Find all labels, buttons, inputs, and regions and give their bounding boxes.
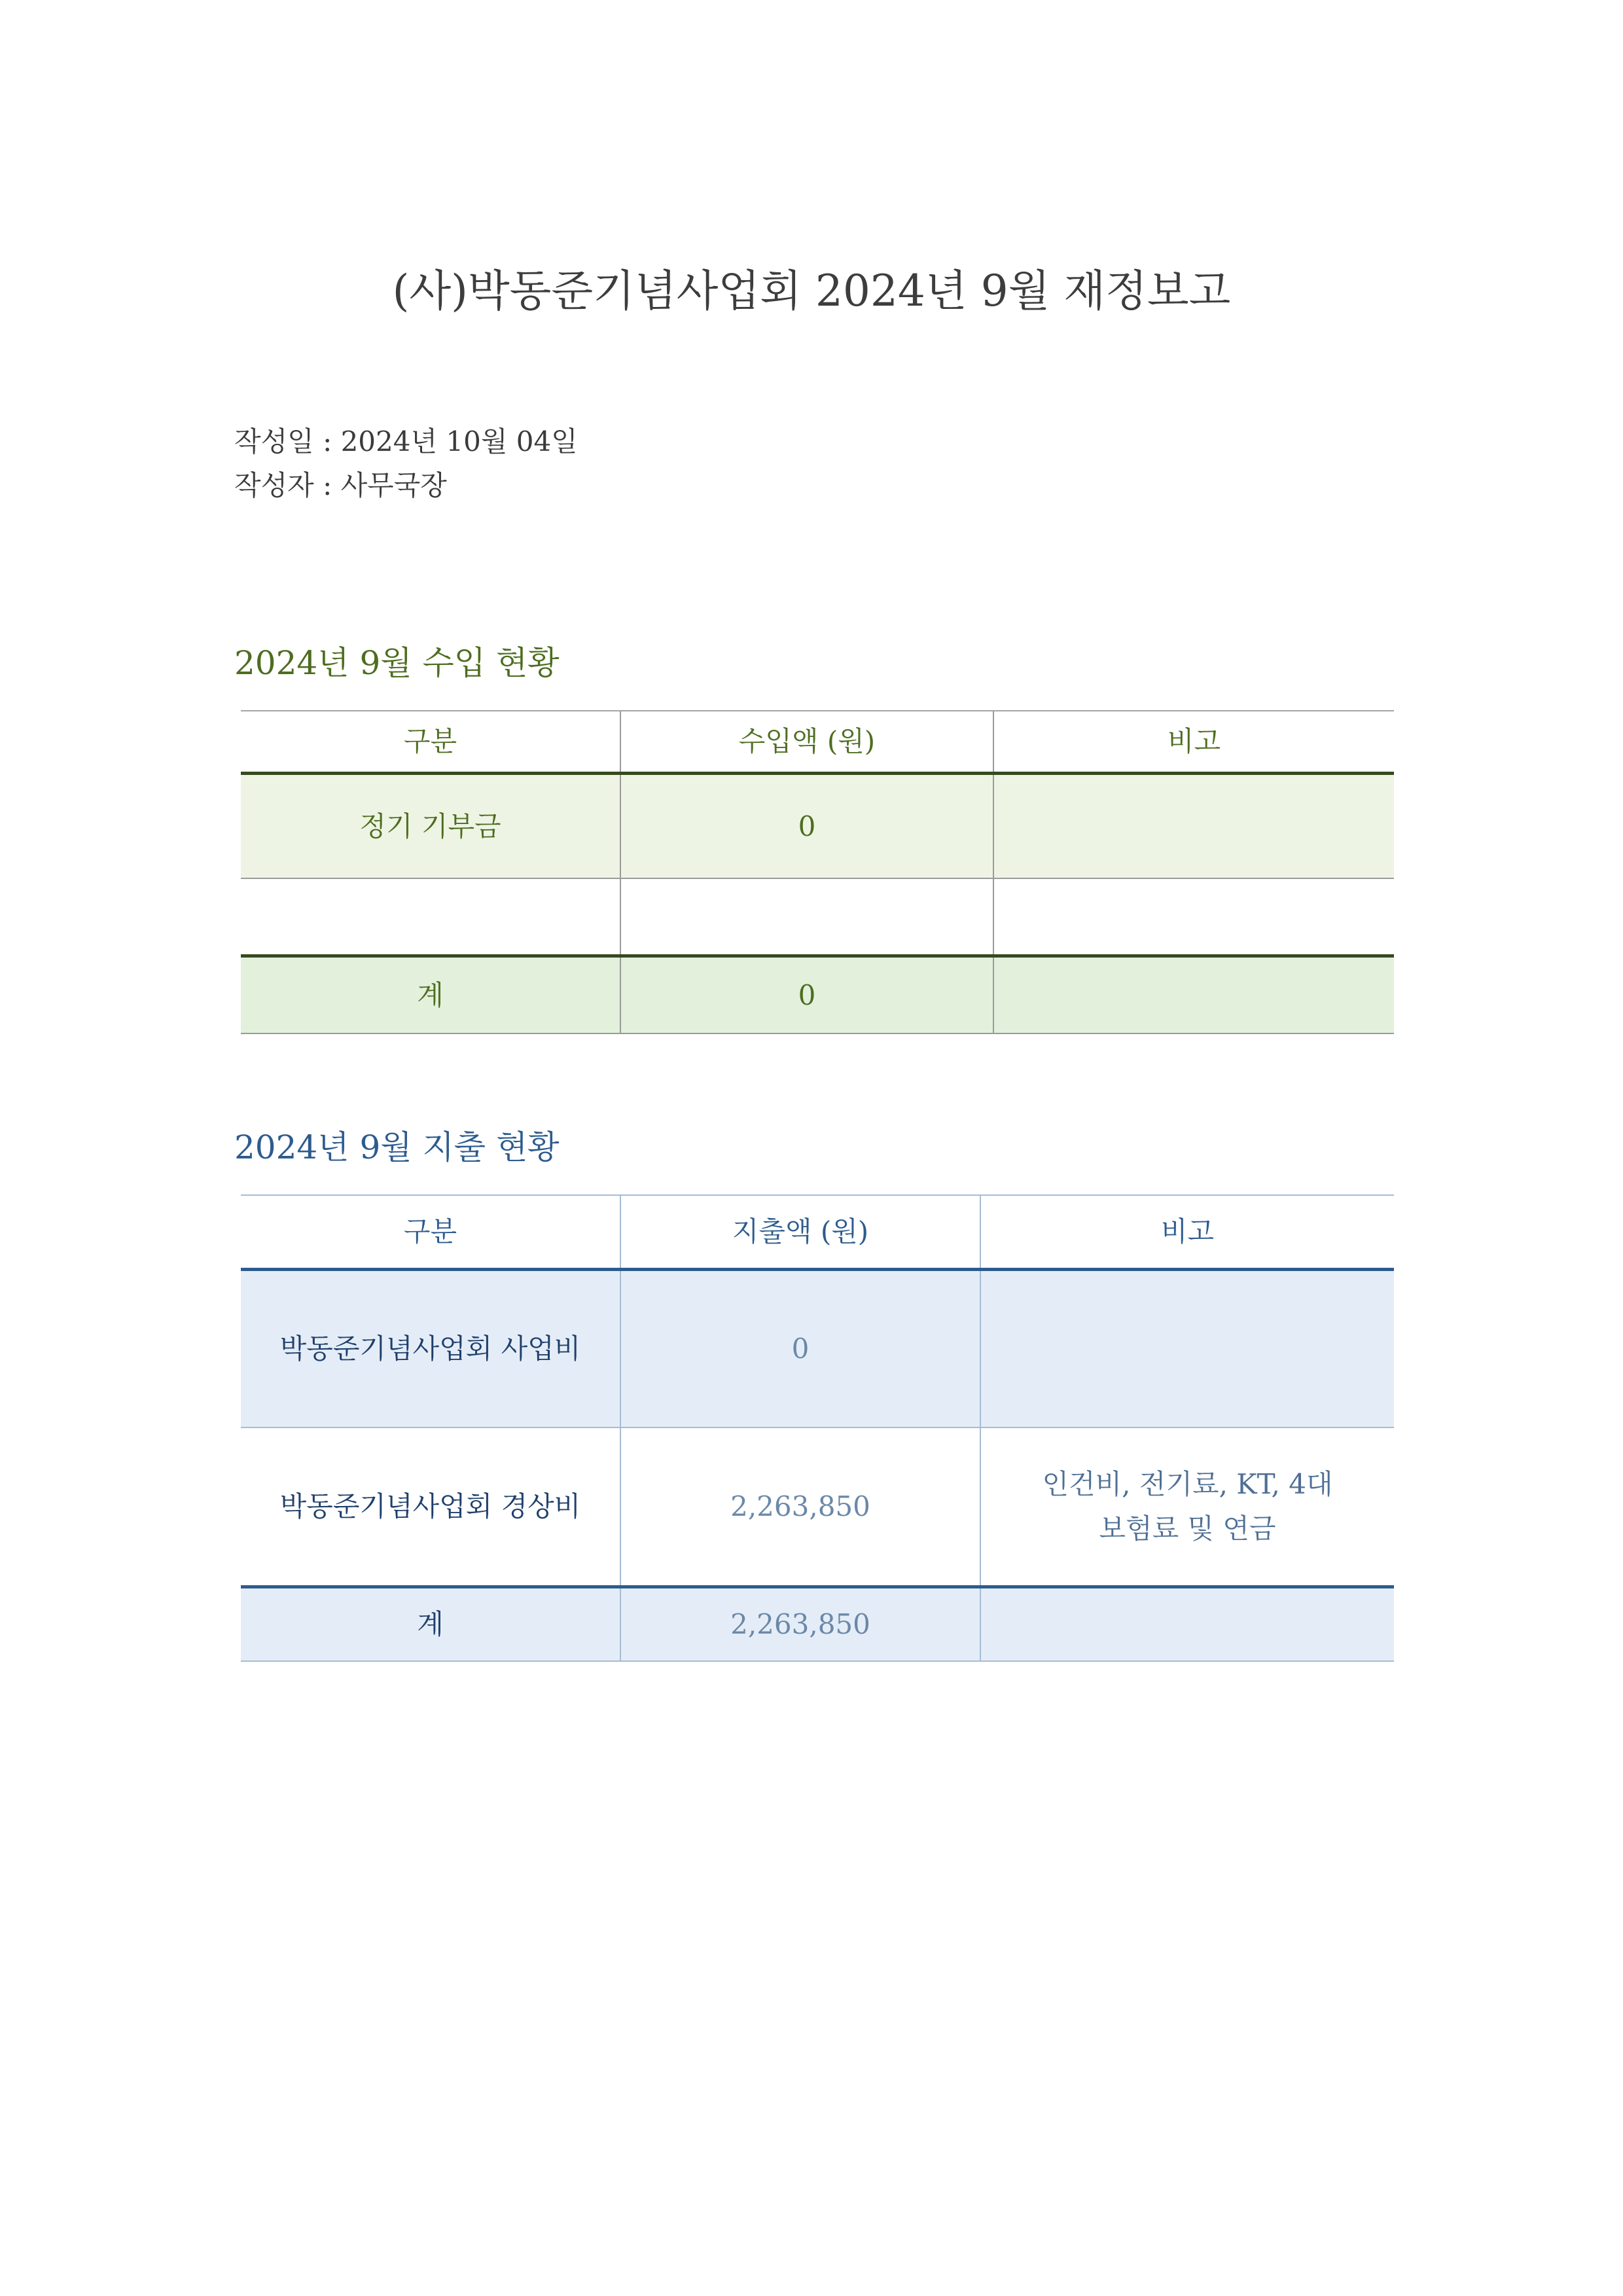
table-row [241,1427,1394,1587]
income-total-label: 계 [241,956,620,1034]
expense-row-category: 박동준기념사업회 사업비 [241,1270,620,1428]
expense-col-category: 구분 [241,1195,620,1270]
table-row [241,878,1394,956]
expense-col-amount: 지출액 (원) [620,1195,980,1270]
expense-row-amount: 0 [620,1270,980,1428]
income-section-heading: 2024년 9월 수입 현황 [234,644,560,682]
table-row [241,1270,1394,1428]
expense-col-note: 비고 [980,1195,1394,1270]
expense-row-amount: 2,263,850 [620,1427,980,1587]
expense-total-amount: 2,263,850 [620,1587,980,1662]
expense-total-row [241,1587,1394,1662]
expense-header-row [241,1195,1394,1270]
report-author: 작성자 : 사무국장 [234,469,447,501]
expense-section-heading: 2024년 9월 지출 현황 [234,1128,560,1166]
expense-row-note [980,1270,1394,1428]
expense-note-line: 보험료 및 연금 [1099,1513,1276,1545]
income-total-note [993,956,1394,1034]
income-total-amount: 0 [620,956,993,1034]
income-header-row [241,711,1394,774]
income-col-category: 구분 [241,711,620,774]
income-row-amount: 0 [620,774,993,879]
report-date: 작성일 : 2024년 10월 04일 [234,425,578,457]
income-row-note [993,878,1394,956]
expense-row-note [980,1427,1394,1587]
income-row-category [241,878,620,956]
income-total-row [241,956,1394,1034]
income-col-note: 비고 [993,711,1394,774]
expense-total-note [980,1587,1394,1662]
expense-note-line: 인건비, 전기료, KT, 4대 [1042,1468,1333,1500]
income-col-amount: 수입액 (원) [620,711,993,774]
income-row-amount [620,878,993,956]
income-row-note [993,774,1394,879]
table-row [241,774,1394,879]
income-table [241,710,1394,1034]
expense-total-label: 계 [241,1587,620,1662]
expense-table [241,1194,1394,1662]
document-title: (사)박동준기념사업회 2024년 9월 재정보고 [392,266,1231,316]
income-row-category: 정기 기부금 [241,774,620,879]
expense-row-category: 박동준기념사업회 경상비 [241,1427,620,1587]
